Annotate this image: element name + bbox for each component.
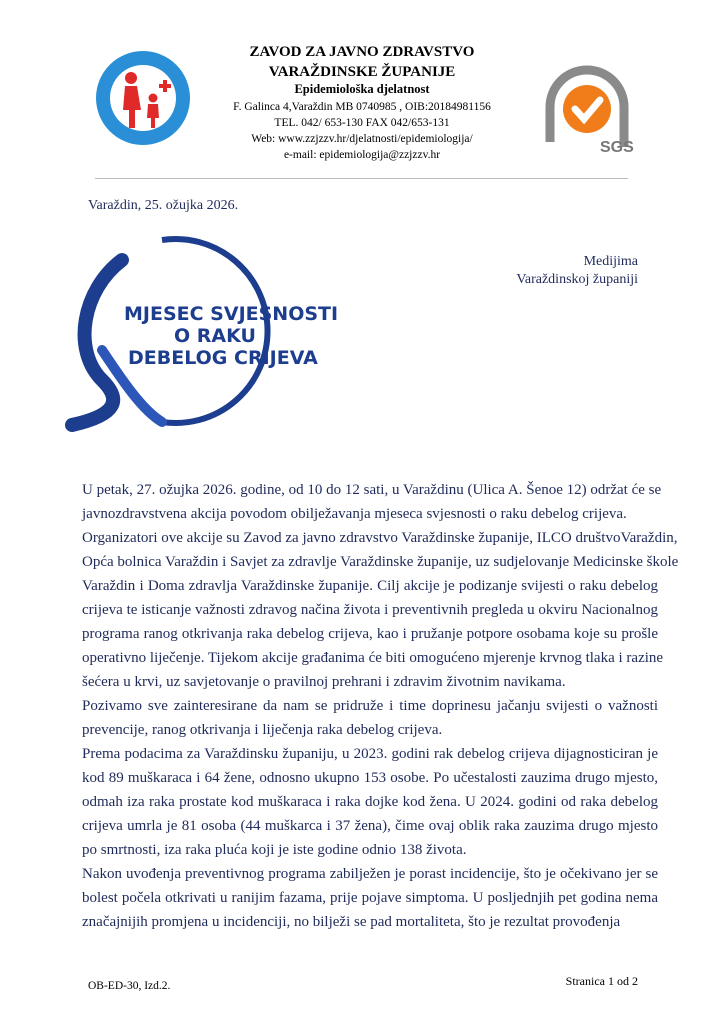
text-line: prevencije, ranog otkrivanja i liječenja raka debelog crijeva. xyxy=(82,722,443,738)
campaign-ribbon-graphic xyxy=(62,230,339,435)
text-line: odmah iza raka prostate kod muškaraca i raka dojke kod žena. U 2024. godini od raka debelog xyxy=(82,794,658,810)
campaign-title-line3: DEBELOG CRIJEVA xyxy=(128,347,318,369)
text-line: operativno liječenje. Tijekom akcije građanima će biti omogućeno mjerenje krvnog tlaka i razine xyxy=(82,650,664,666)
text-line: šećera u krvi, uz savjetovanje o pravilnoj prehrani i zdravim životnim navikama. xyxy=(82,674,566,690)
paragraph xyxy=(82,742,658,862)
svg-text:SGS: SGS xyxy=(600,139,634,156)
text-line: Varaždin i Doma zdravlja Varaždinske županije. Cilj akcije je podizanje svijesti o raku debelog xyxy=(82,578,658,594)
text-line: crijeva te isticanje važnosti zdravog načina života i preventivnih pregleda u okviru Nacionalnog xyxy=(82,602,658,618)
campaign-title-line1: MJESEC SVJESNOSTI xyxy=(124,303,339,325)
document-code: OB-ED-30, Izd.2. xyxy=(88,980,171,992)
page-number: Stranica 1 od 2 xyxy=(565,974,638,988)
text-line: po smrtnosti, iza raka pluća koji je iste godine odnio 138 života. xyxy=(82,842,467,858)
paragraph xyxy=(82,526,679,694)
header-divider xyxy=(95,178,628,179)
letter-body xyxy=(82,478,679,934)
email-link[interactable]: e-mail: epidemiologija@zzjzzv.hr xyxy=(283,149,441,161)
letter-date: Varaždin, 25. ožujka 2026. xyxy=(88,198,239,213)
campaign-title-line2: O RAKU xyxy=(174,325,256,347)
text-line: javnozdravstvena akcija povodom obilježavanja mjeseca svjesnosti o raku debelog crijeva. xyxy=(82,506,627,522)
department-name: Epidemiološka djelatnost xyxy=(294,82,430,96)
text-line: Pozivamo sve zainteresirane da nam se pridruže i time doprinesu jačanju svijesti o važnosti xyxy=(82,698,658,714)
phone-fax: TEL. 042/ 653-130 FAX 042/653-131 xyxy=(274,117,450,129)
text-line: bolest počela otkrivati u ranijim fazama, prije pojave simptoma. U posljednjih pet godina nema xyxy=(82,890,658,906)
text-line: programa ranog otkrivanja raka debelog crijeva, kao i pružanje potpore osobama koje su prošle xyxy=(82,626,658,642)
paragraph xyxy=(82,862,658,934)
recipient: Medijima Varaždinskoj županiji xyxy=(516,254,638,287)
iso-certification-logo xyxy=(540,62,635,162)
web-link[interactable]: Web: www.zzjzzv.hr/djelatnosti/epidemiologija/ xyxy=(251,133,473,145)
address: F. Galinca 4,Varaždin MB 0740985 , OIB:20184981156 xyxy=(233,101,491,113)
text-line: kod 89 muškaraca i 64 žene, odnosno ukupno 153 osobe. Po učestalosti zauzima drugo mjesto, xyxy=(82,770,658,786)
text-line: Prema podacima za Varaždinsku županiju, u 2023. godini rak debelog crijeva dijagnosticiran je xyxy=(82,746,658,762)
paragraph xyxy=(82,478,662,526)
text-line: crijeva umrla je 81 osoba (44 muškarca i 37 žena), čime ovaj oblik raka zauzima drugo mjesto xyxy=(82,818,658,834)
organization-name: ZAVOD ZA JAVNO ZDRAVSTVO VARAŽDINSKE ŽUPANIJE xyxy=(249,44,475,80)
text-line: značajnijih promjena u incidenciji, no bilježi se pad mortaliteta, što je rezultat provođenja xyxy=(82,914,621,930)
paragraph xyxy=(82,694,658,742)
text-line: Organizatori ove akcije su Zavod za javno zdravstvo Varaždinske županije, ILCO društvoVaraždin, xyxy=(82,530,678,546)
text-line: Opća bolnica Varaždin i Savjet za zdravlje Varaždinske županije, uz sudjelovanje Medicinske škole xyxy=(82,554,679,570)
text-line: U petak, 27. ožujka 2026. godine, od 10 do 12 sati, u Varaždinu (Ulica A. Šenoe 12) održat će se xyxy=(82,482,662,498)
text-line: Nakon uvođenja preventivnog programa zabilježen je porast incidencije, što je očekivano jer se xyxy=(82,866,658,882)
